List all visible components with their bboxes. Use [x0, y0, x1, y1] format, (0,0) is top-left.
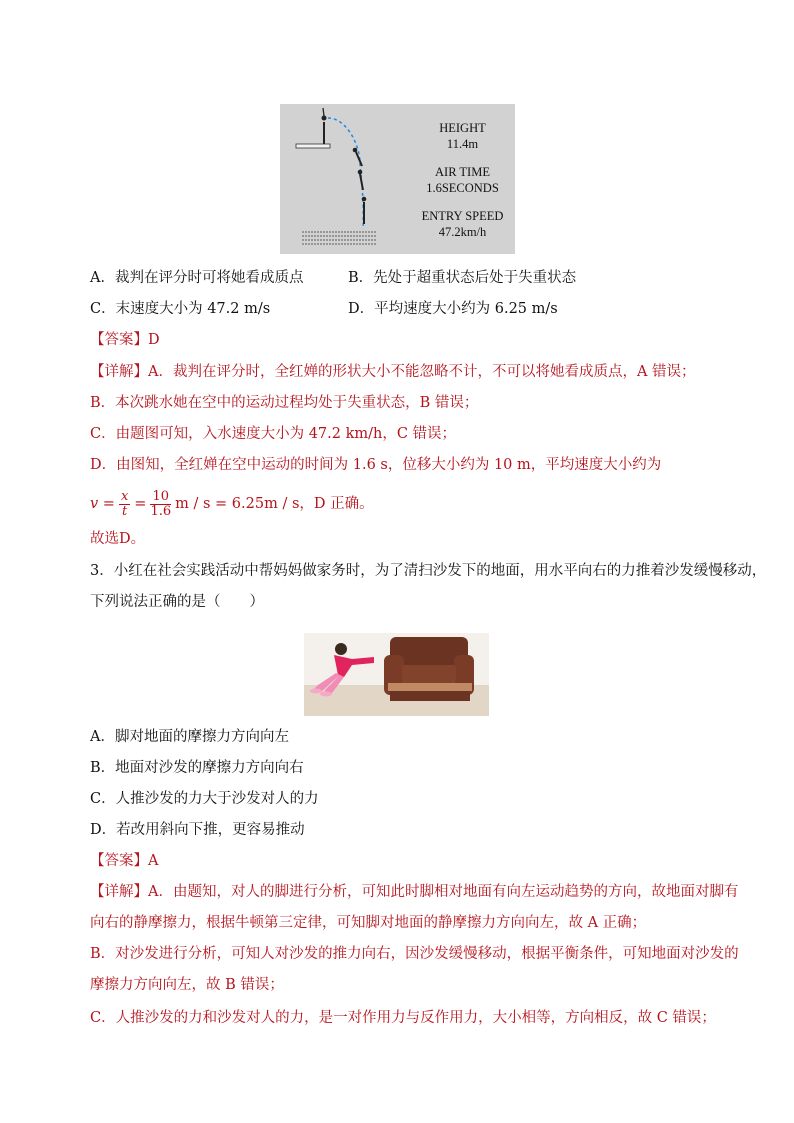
q2-option-c: C．末速度大小为 47.2 m/s	[90, 301, 271, 317]
speed-value: 47.2km/h	[438, 225, 487, 239]
q2-option-b: B．先处于超重状态后处于失重状态	[348, 270, 577, 286]
speed-label: ENTRY SPEED	[421, 209, 504, 223]
formula-equals: =	[134, 496, 147, 512]
formula-x: x	[120, 488, 129, 504]
q2-option-d: D．平均速度大小约为 6.25 m/s	[348, 301, 558, 317]
q3-explanation-3: B．对沙发进行分析，可知人对沙发的推力向右，因沙发缓慢移动，根据平衡条件，可知地面对沙发的	[90, 946, 739, 962]
formula-tail: m / s = 6.25m / s，D 正确。	[175, 496, 374, 512]
sofa-illustration	[304, 633, 489, 716]
q2-choose: 故选D。	[90, 531, 146, 547]
q2-explanation-3: C．由题图可知，入水速度大小为 47.2 km/h，C 错误；	[90, 426, 457, 442]
formula-t: t	[122, 503, 128, 519]
formula-v: v =	[90, 496, 115, 512]
q2-formula	[90, 486, 374, 522]
height-label: HEIGHT	[439, 121, 486, 135]
q3-option-d: D．若改用斜向下推，更容易推动	[90, 822, 305, 838]
q2-answer: 【答案】D	[90, 332, 160, 348]
formula-fraction-values	[150, 490, 171, 519]
airtime-label: AIR TIME	[435, 165, 490, 179]
q3-explanation-5: C．人推沙发的力和沙发对人的力，是一对作用力与反作用力，大小相等，方向相反，故 C 错误；	[90, 1010, 716, 1026]
q3-explanation-1: 【详解】A．由题知，对人的脚进行分析，可知此时脚相对地面有向左运动趋势的方向，故地面对脚有	[90, 884, 739, 900]
formula-10: 10	[150, 490, 171, 505]
q3-stem-1: 3．小红在社会实践活动中帮妈妈做家务时，为了清扫沙发下的地面，用水平向右的力推着沙发缓慢移动，	[90, 563, 767, 579]
q3-option-b: B．地面对沙发的摩擦力方向向右	[90, 760, 304, 776]
airtime-value: 1.6SECONDS	[426, 181, 499, 195]
formula-16: 1.6	[150, 503, 172, 519]
q3-option-a: A．脚对地面的摩擦力方向向左	[90, 729, 289, 745]
q2-explanation-2: B．本次跳水她在空中的运动过程均处于失重状态，B 错误；	[90, 395, 479, 411]
q3-answer: 【答案】A	[90, 853, 159, 869]
q3-explanation-4: 摩擦力方向向左，故 B 错误；	[90, 977, 284, 993]
sofa-figure	[304, 633, 489, 716]
q2-option-a: A．裁判在评分时可将她看成质点	[90, 270, 304, 286]
q3-explanation-2: 向右的静摩擦力，根据牛顿第三定律，可知脚对地面的静摩擦力方向向左，故 A 正确；	[90, 915, 647, 931]
diving-figure	[280, 104, 515, 254]
q2-explanation-4: D．由图知，全红婵在空中运动的时间为 1.6 s，位移大小约为 10 m，平均速度大小约为	[90, 457, 662, 473]
q2-explanation-1: 【详解】A．裁判在评分时，全红婵的形状大小不能忽略不计，不可以将她看成质点，A 错误；	[90, 364, 696, 380]
q3-stem-2: 下列说法正确的是（ ）	[90, 594, 264, 610]
q3-option-c: C．人推沙发的力大于沙发对人的力	[90, 791, 319, 807]
height-value: 11.4m	[446, 137, 479, 151]
formula-fraction-xt	[119, 490, 130, 519]
